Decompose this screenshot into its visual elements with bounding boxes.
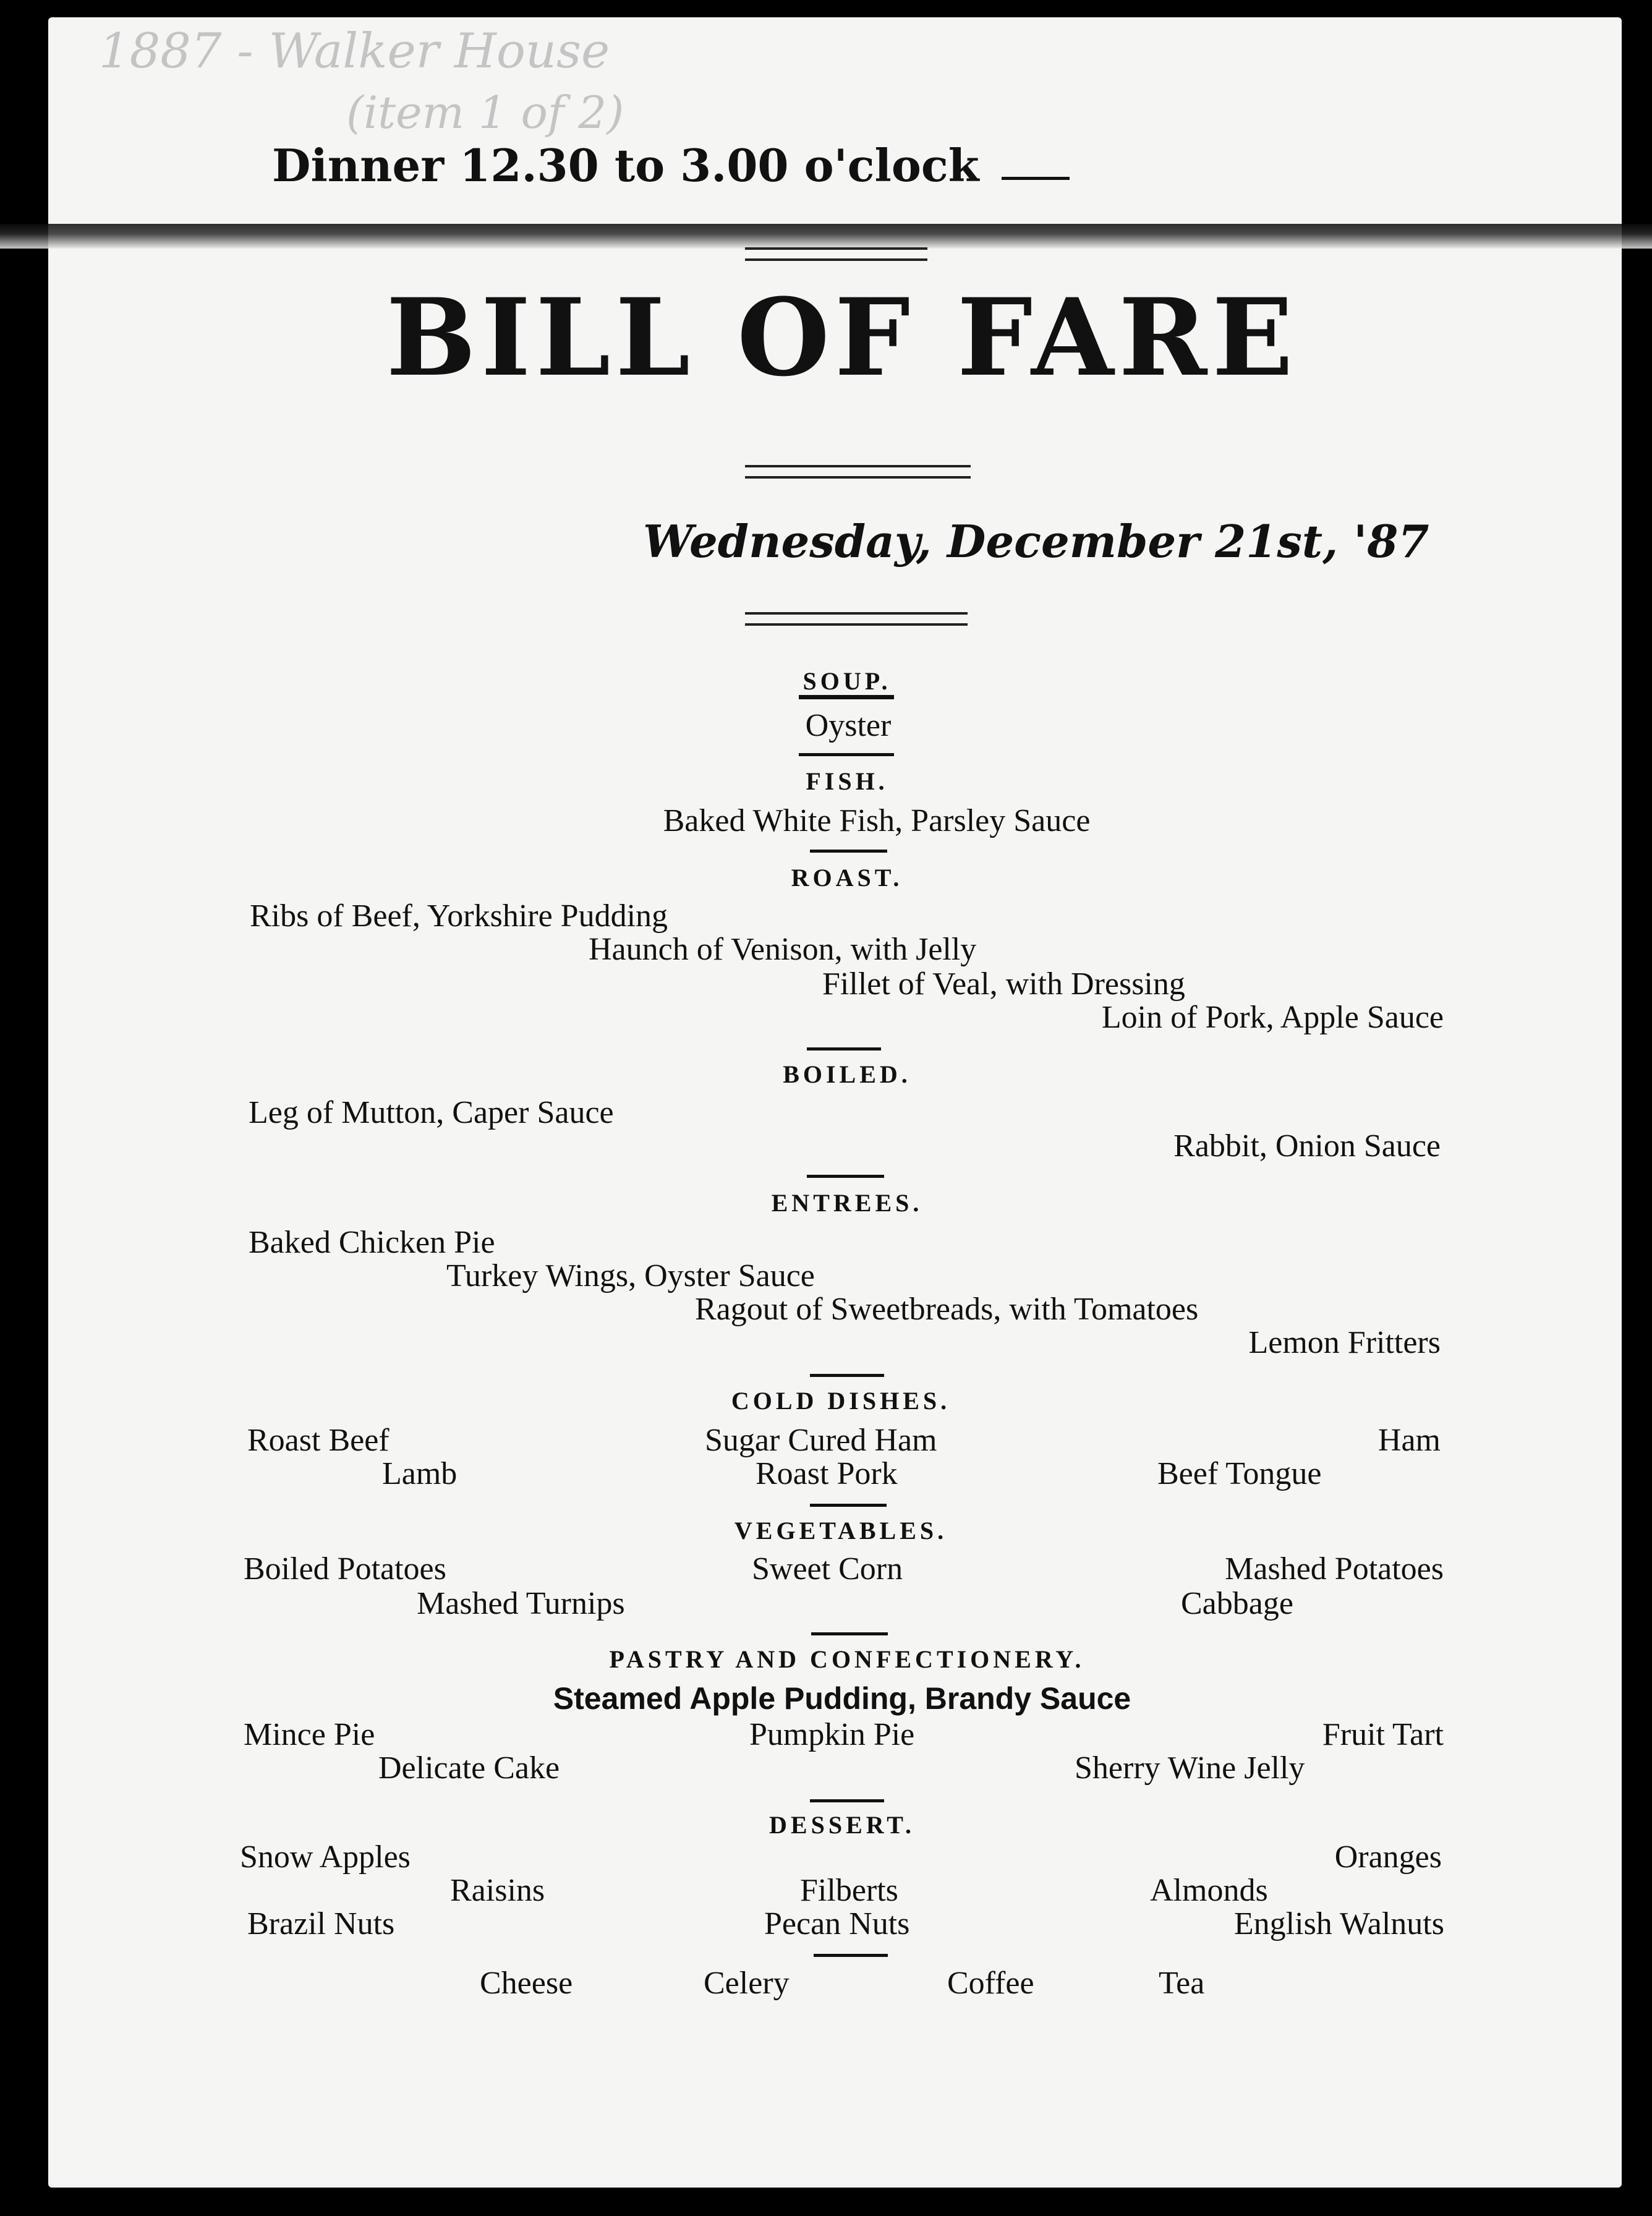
scan-band — [0, 224, 1652, 249]
divider — [810, 850, 887, 853]
menu-item: Sugar Cured Ham — [705, 1423, 937, 1458]
section-heading-cold-dishes: COLD DISHES. — [731, 1387, 951, 1415]
menu-item: Fruit Tart — [1322, 1717, 1444, 1752]
menu-item: Ribs of Beef, Yorkshire Pudding — [250, 898, 668, 934]
menu-item: Lemon Fritters — [1248, 1325, 1441, 1360]
menu-item: Haunch of Venison, with Jelly — [589, 932, 977, 967]
menu-item: Cheese — [480, 1966, 573, 2001]
menu-item: Leg of Mutton, Caper Sauce — [249, 1095, 614, 1130]
menu-item: Mashed Potatoes — [1225, 1551, 1444, 1587]
divider — [745, 247, 927, 261]
handwritten-note: 1887 - Walker House — [99, 23, 610, 79]
divider — [810, 1799, 884, 1802]
handwritten-note-2: (item 1 of 2) — [346, 87, 624, 138]
menu-item: Cabbage — [1181, 1586, 1293, 1621]
menu-item: Pumpkin Pie — [749, 1717, 915, 1752]
menu-item: Fillet of Veal, with Dressing — [822, 966, 1185, 1002]
menu-item: Loin of Pork, Apple Sauce — [1101, 1000, 1444, 1035]
section-heading-fish: FISH. — [806, 767, 888, 795]
section-heading-entrees: ENTREES. — [771, 1189, 923, 1217]
section-heading-soup: SOUP. — [803, 667, 892, 695]
menu-item: Roast Beef — [247, 1423, 390, 1458]
hours-line: Dinner 12.30 to 3.00 o'clock — [272, 139, 979, 192]
menu-item: Oranges — [1334, 1839, 1442, 1875]
menu-item: Ham — [1377, 1423, 1441, 1458]
menu-item: Snow Apples — [240, 1839, 411, 1875]
menu-item: Tea — [1159, 1966, 1205, 2001]
menu-item: Delicate Cake — [378, 1750, 560, 1786]
divider — [745, 465, 971, 479]
menu-item: Roast Pork — [756, 1456, 898, 1491]
menu-item: Pecan Nuts — [764, 1906, 910, 1941]
menu-item: Lamb — [382, 1456, 458, 1491]
divider — [799, 753, 894, 756]
section-heading-dessert: DESSERT. — [769, 1811, 915, 1839]
page-title: BILL OF FARE — [386, 275, 1298, 400]
menu-item: Sherry Wine Jelly — [1075, 1750, 1305, 1786]
menu-item: Baked White Fish, Parsley Sauce — [663, 803, 1091, 838]
divider — [745, 612, 968, 626]
menu-item: Beef Tongue — [1157, 1456, 1322, 1491]
divider — [814, 1954, 888, 1957]
menu-item: Turkey Wings, Oyster Sauce — [446, 1258, 815, 1293]
menu-item: Brazil Nuts — [247, 1906, 395, 1941]
divider — [810, 1504, 887, 1507]
menu-item: Celery — [704, 1966, 790, 2001]
featured-item: Steamed Apple Pudding, Brandy Sauce — [553, 1681, 1131, 1716]
menu-item: Ragout of Sweetbreads, with Tomatoes — [695, 1292, 1199, 1327]
section-heading-pastry: PASTRY AND CONFECTIONERY. — [609, 1645, 1085, 1673]
menu-item: Oyster — [805, 708, 892, 743]
divider — [807, 1047, 881, 1050]
menu-item: Sweet Corn — [752, 1551, 903, 1587]
menu-item: Filberts — [800, 1873, 898, 1908]
menu-item: Rabbit, Onion Sauce — [1173, 1128, 1441, 1164]
menu-item: Baked Chicken Pie — [249, 1225, 495, 1260]
heading-underline — [799, 695, 894, 699]
date-line: Wednesday, December 21st, '87 — [643, 515, 1429, 568]
section-heading-roast: ROAST. — [791, 864, 903, 892]
menu-item: Coffee — [947, 1966, 1034, 2001]
divider — [811, 1632, 888, 1635]
menu-item: Mashed Turnips — [417, 1586, 625, 1621]
section-heading-vegetables: VEGETABLES. — [734, 1517, 948, 1545]
flourish — [1002, 177, 1070, 180]
menu-item: Almonds — [1150, 1873, 1268, 1908]
section-heading-boiled: BOILED. — [783, 1060, 911, 1088]
menu-item: Boiled Potatoes — [244, 1551, 446, 1587]
menu-item: English Walnuts — [1233, 1906, 1444, 1941]
divider — [810, 1374, 884, 1377]
menu-item: Raisins — [450, 1873, 545, 1908]
divider — [807, 1175, 884, 1178]
menu-item: Mince Pie — [244, 1717, 375, 1752]
